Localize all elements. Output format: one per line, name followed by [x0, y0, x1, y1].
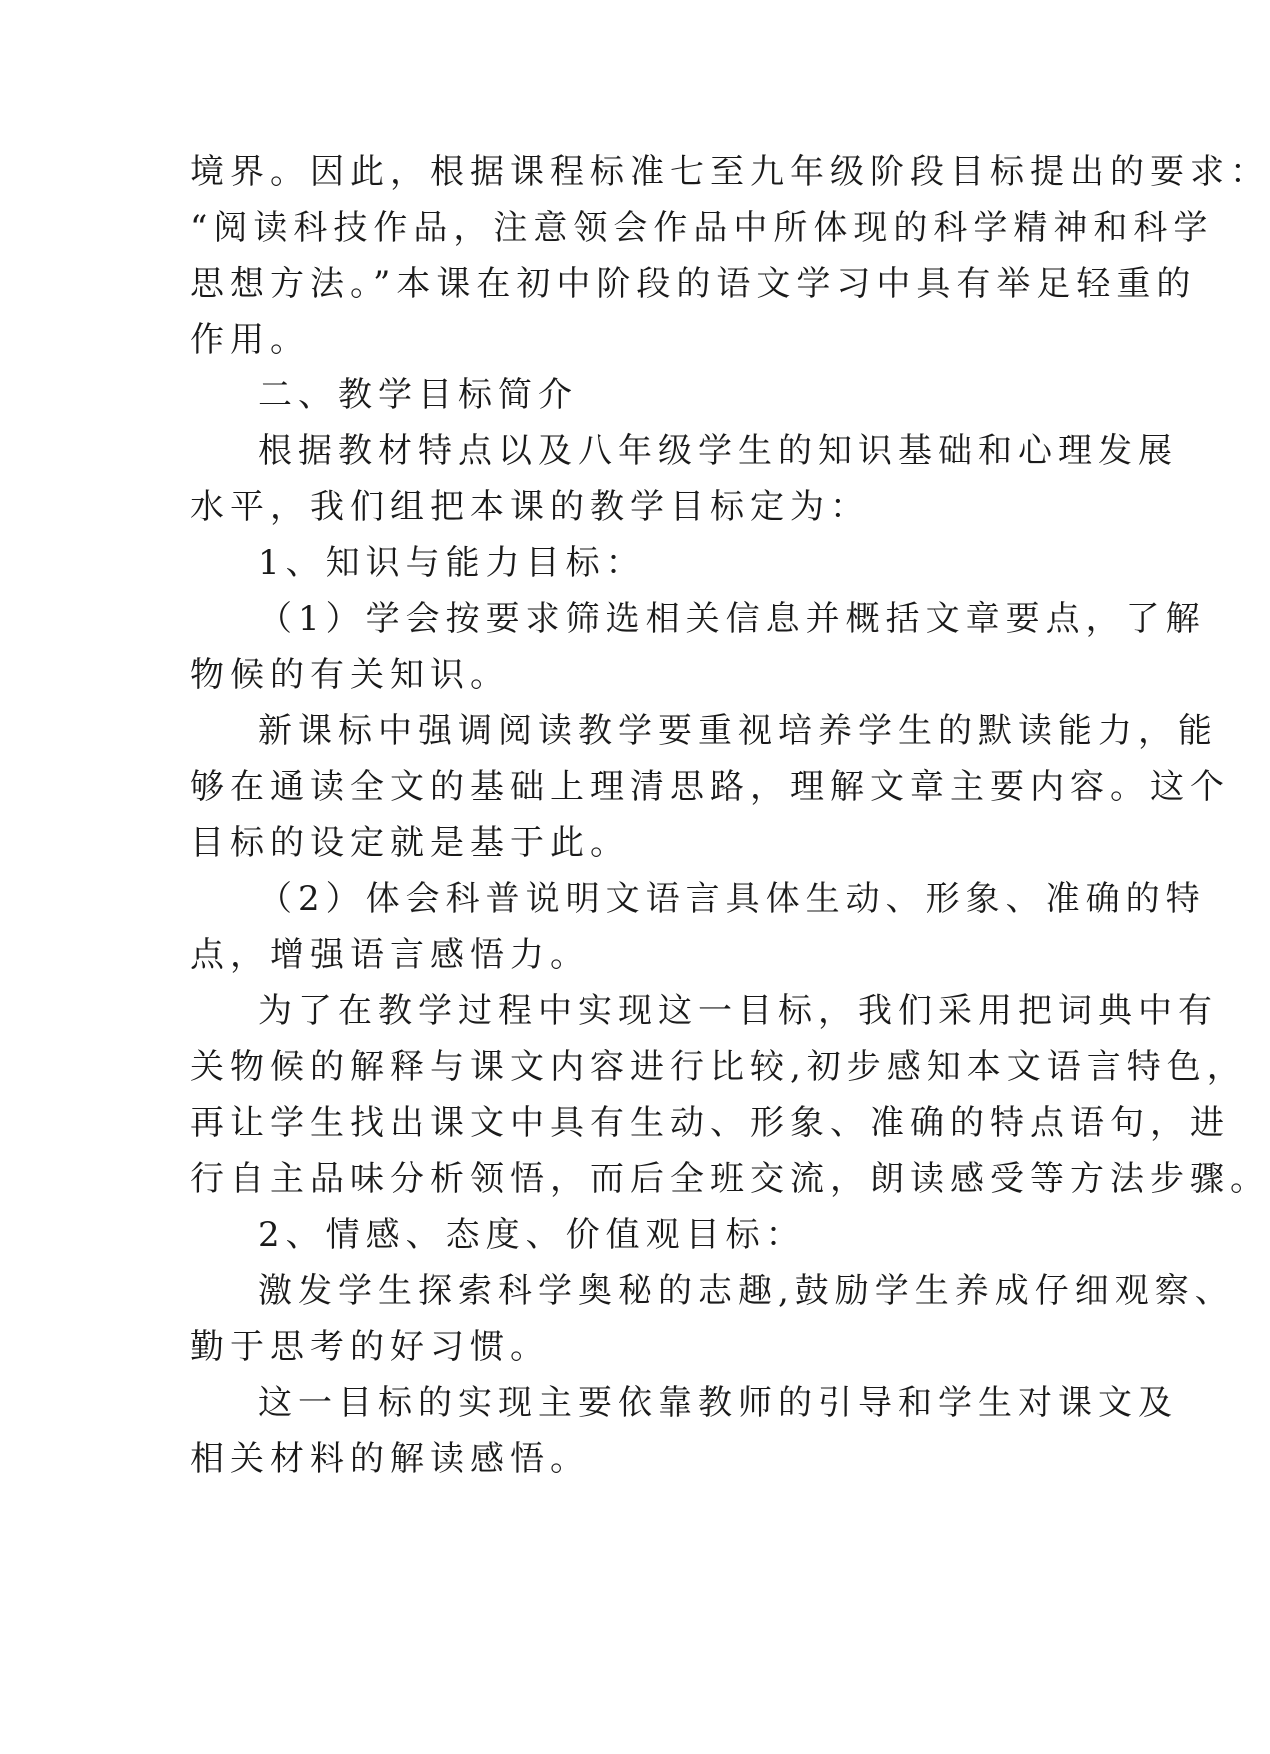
section-heading: 二、教学目标简介 [258, 375, 578, 415]
text-line: 点，增强语言感悟力。 [190, 935, 590, 975]
subsection-heading: 1、知识与能力目标： [258, 543, 646, 583]
text-line: 勤于思考的好习惯。 [190, 1327, 550, 1367]
text-line: （1）学会按要求筛选相关信息并概括文章要点，了解 [258, 599, 1206, 639]
text-line: 根据教材特点以及八年级学生的知识基础和心理发展 [258, 431, 1178, 471]
text-line: 行自主品味分析领悟，而后全班交流，朗读感受等方法步骤。 [190, 1159, 1270, 1199]
text-line: （2）体会科普说明文语言具体生动、形象、准确的特 [258, 879, 1206, 919]
subsection-heading: 2、情感、态度、价值观目标： [258, 1215, 806, 1255]
text-line: 够在通读全文的基础上理清思路，理解文章主要内容。这个 [190, 767, 1230, 807]
text-line: 再让学生找出课文中具有生动、形象、准确的特点语句，进 [190, 1103, 1230, 1143]
text-line: 相关材料的解读感悟。 [190, 1439, 590, 1479]
text-line: 境界。因此，根据课程标准七至九年级阶段目标提出的要求： [190, 152, 1270, 192]
text-line: 思想方法。”本课在初中阶段的语文学习中具有举足轻重的 [190, 264, 1197, 304]
text-line: 关物候的解释与课文内容进行比较,初步感知本文语言特色， [190, 1047, 1247, 1087]
text-line: 目标的设定就是基于此。 [190, 823, 630, 863]
text-line: 新课标中强调阅读教学要重视培养学生的默读能力，能 [258, 711, 1218, 751]
text-line: 作用。 [190, 320, 310, 360]
text-line: “阅读科技作品，注意领会作品中所体现的科学精神和科学 [190, 208, 1214, 248]
text-line: 激发学生探索科学奥秘的志趣,鼓励学生养成仔细观察、 [258, 1271, 1235, 1311]
text-line: 水平，我们组把本课的教学目标定为： [190, 487, 870, 527]
text-line: 物候的有关知识。 [190, 655, 510, 695]
text-line: 这一目标的实现主要依靠教师的引导和学生对课文及 [258, 1383, 1178, 1423]
text-line: 为了在教学过程中实现这一目标，我们采用把词典中有 [258, 991, 1218, 1031]
